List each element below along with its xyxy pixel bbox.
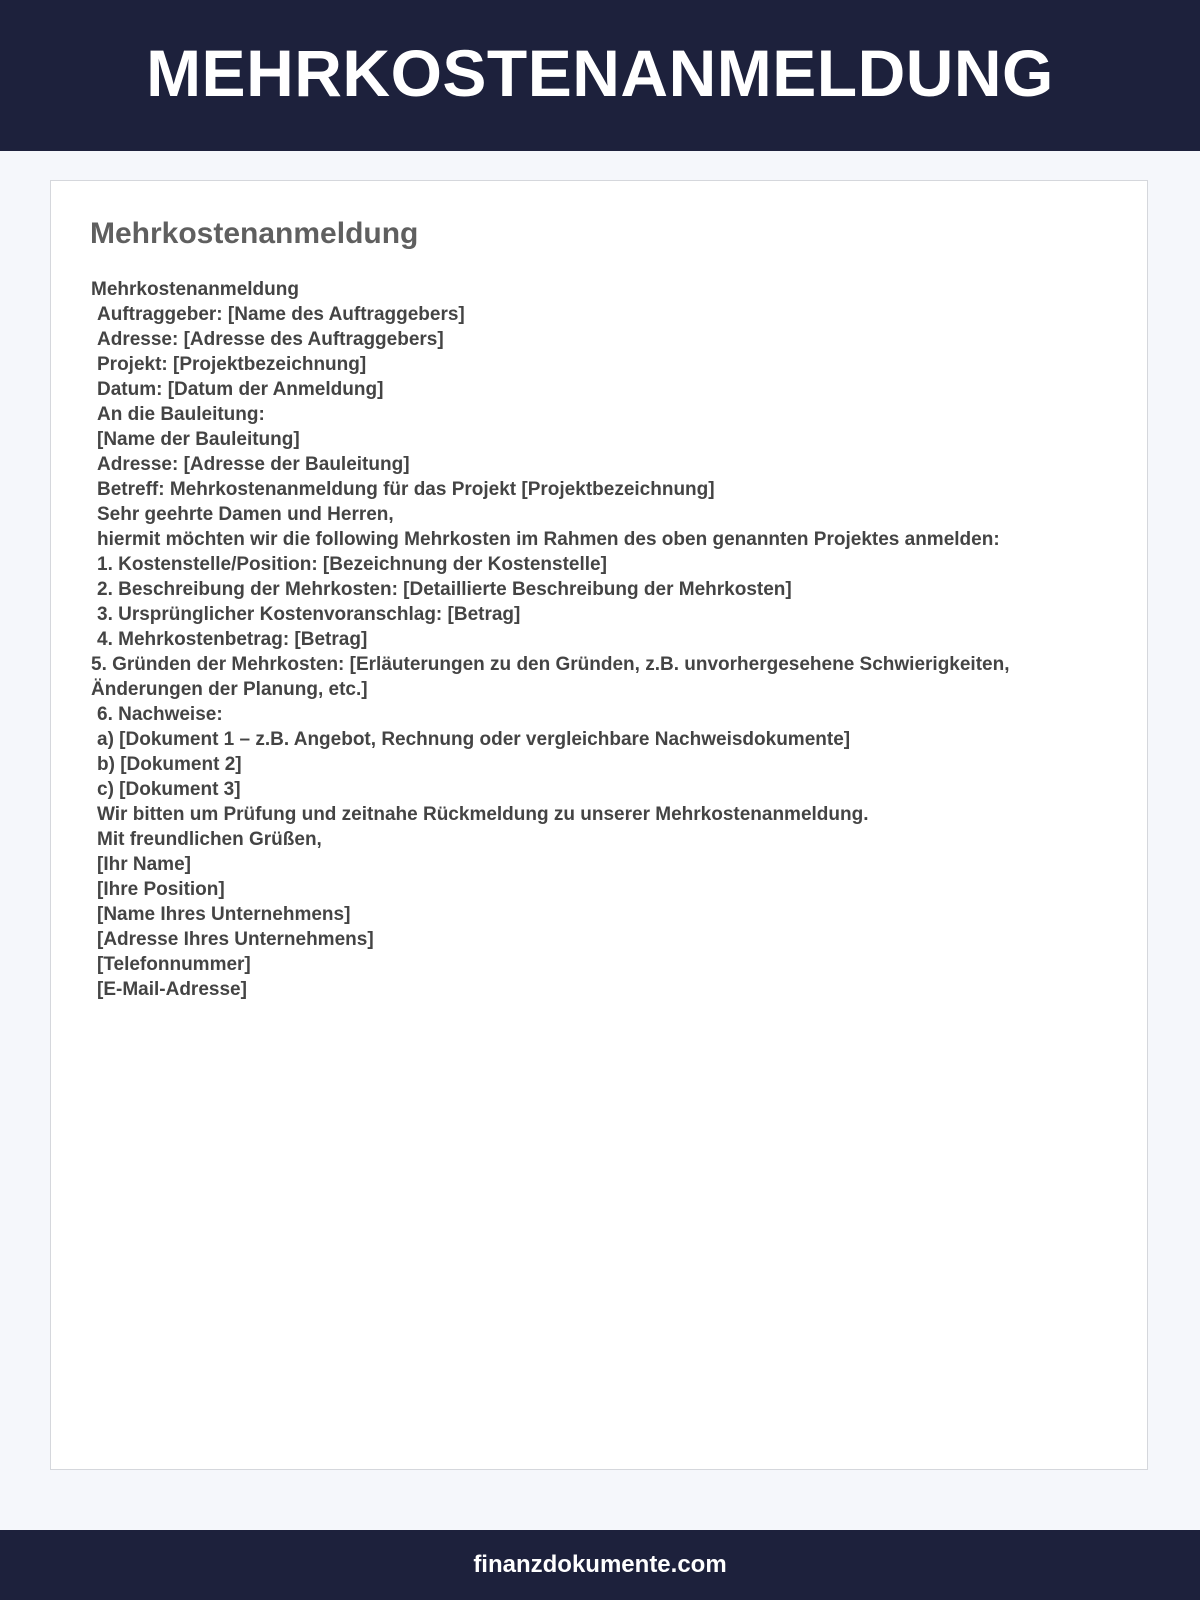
body-line: Projekt: [Projektbezeichnung] xyxy=(97,354,367,375)
body-line: Wir bitten um Prüfung und zeitnahe Rückmeldung zu unserer Mehrkostenanmeldung. xyxy=(97,804,869,825)
body-line: a) [Dokument 1 – z.B. Angebot, Rechnung oder vergleichbare Nachweisdokumente] xyxy=(97,729,851,750)
body-line: Adresse: [Adresse der Bauleitung] xyxy=(97,454,410,475)
body-line: [Adresse Ihres Unternehmens] xyxy=(97,929,374,950)
header-title: MEHRKOSTENANMELDUNG xyxy=(146,35,1054,110)
body-line: Adresse: [Adresse des Auftraggebers] xyxy=(97,329,444,350)
body-line: c) [Dokument 3] xyxy=(97,779,241,800)
body-line: 3. Ursprünglicher Kostenvoranschlag: [Betrag] xyxy=(97,604,521,625)
body-line: [Name der Bauleitung] xyxy=(97,429,300,450)
document-title: Mehrkostenanmeldung xyxy=(90,217,419,250)
body-line: 4. Mehrkostenbetrag: [Betrag] xyxy=(97,629,368,650)
body-line: hiermit möchten wir die following Mehrkosten im Rahmen des oben genannten Projektes anmelden: xyxy=(97,529,1000,550)
body-line: 6. Nachweise: xyxy=(97,704,223,725)
body-line: Mehrkostenanmeldung xyxy=(91,279,299,300)
page-footer xyxy=(0,1530,1200,1600)
document-card xyxy=(50,180,1148,1470)
body-line: [Name Ihres Unternehmens] xyxy=(97,904,351,925)
body-line: Mit freundlichen Grüßen, xyxy=(97,829,322,850)
body-line: 2. Beschreibung der Mehrkosten: [Detaillierte Beschreibung der Mehrkosten] xyxy=(97,579,792,600)
body-line: [Telefonnummer] xyxy=(97,954,251,975)
body-line: Betreff: Mehrkostenanmeldung für das Projekt [Projektbezeichnung] xyxy=(97,479,715,500)
body-line: 1. Kostenstelle/Position: [Bezeichnung der Kostenstelle] xyxy=(97,554,607,575)
document-body xyxy=(91,277,1121,1002)
body-line: Datum: [Datum der Anmeldung] xyxy=(97,379,384,400)
body-line: [Ihre Position] xyxy=(97,879,225,900)
body-line: [Ihr Name] xyxy=(97,854,191,875)
body-line: An die Bauleitung: xyxy=(97,404,265,425)
page-header xyxy=(0,0,1200,151)
body-line: [E-Mail-Adresse] xyxy=(97,979,247,1000)
body-line: 5. Gründen der Mehrkosten: [Erläuterungen zu den Gründen, z.B. unvorhergesehene Schwierigkeiten, Änderungen der Planung, etc.] xyxy=(91,654,1015,700)
footer-site-link: finanzdokumente.com xyxy=(473,1551,727,1578)
body-line: b) [Dokument 2] xyxy=(97,754,242,775)
body-line: Auftraggeber: [Name des Auftraggebers] xyxy=(97,304,465,325)
body-line: Sehr geehrte Damen und Herren, xyxy=(97,504,394,525)
